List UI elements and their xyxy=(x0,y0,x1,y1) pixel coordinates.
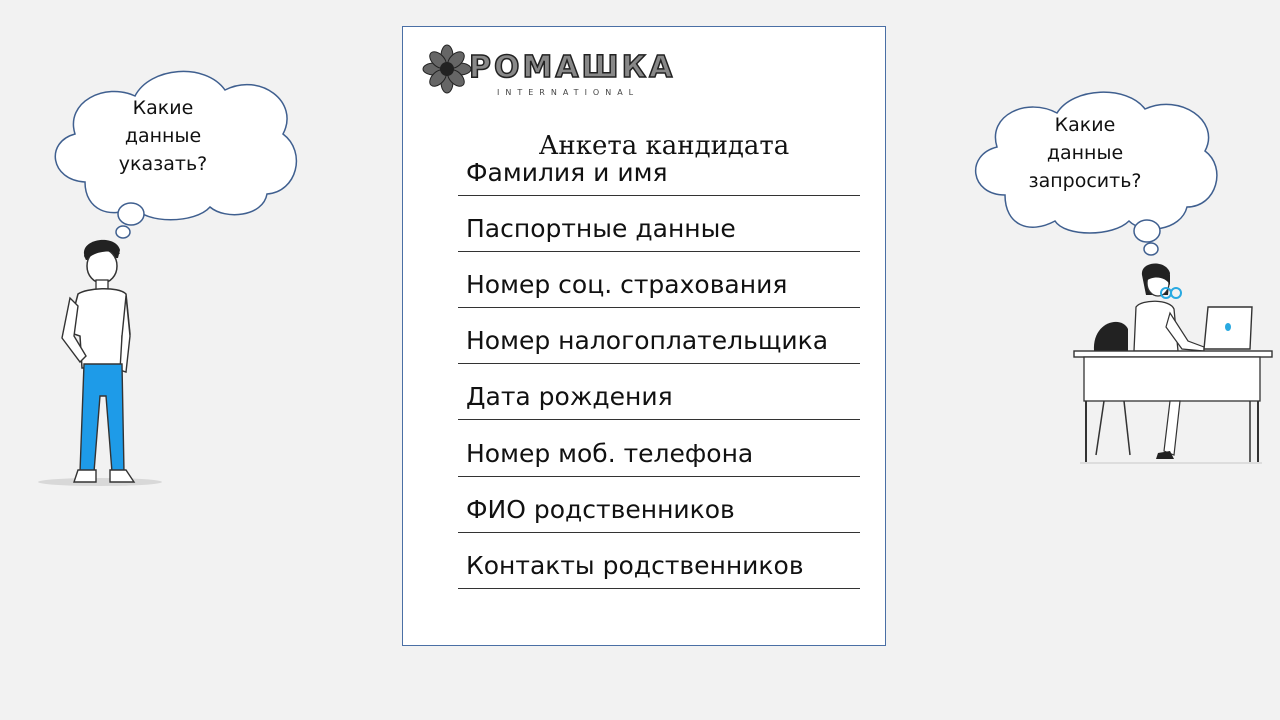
romashka-logo-icon xyxy=(417,39,676,103)
form-field-relatives-names[interactable]: ФИО родственников xyxy=(458,490,860,533)
form-field-relatives-contacts[interactable]: Контакты родственников xyxy=(458,546,860,589)
form-title: Анкета кандидата xyxy=(538,131,790,161)
recruiter-at-desk-figure xyxy=(1070,255,1275,467)
candidate-form-card xyxy=(402,26,886,646)
logo-subtext: INTERNATIONAL xyxy=(497,88,640,97)
form-field-mobile-phone[interactable]: Номер моб. телефона xyxy=(458,434,860,477)
bubble-line: данные xyxy=(124,125,202,147)
form-field-taxpayer[interactable]: Номер налогоплательщика xyxy=(458,321,860,364)
left-bubble-text xyxy=(103,94,223,178)
form-field-birth-date[interactable]: Дата рождения xyxy=(458,377,860,420)
bubble-line: указать? xyxy=(118,153,208,175)
form-field-passport[interactable]: Паспортные данные xyxy=(458,209,860,252)
bubble-line: Какие xyxy=(1054,114,1116,136)
bubble-line: запросить? xyxy=(1028,170,1142,192)
right-bubble-text xyxy=(1025,111,1145,195)
logo-text: РОМАШКА xyxy=(469,50,676,85)
form-field-social-insurance[interactable]: Номер соц. страхования xyxy=(458,265,860,308)
form-field-name[interactable]: Фамилия и имя xyxy=(458,153,860,196)
man-figure xyxy=(30,236,170,491)
bubble-line: данные xyxy=(1046,142,1124,164)
bubble-line: Какие xyxy=(132,97,194,119)
